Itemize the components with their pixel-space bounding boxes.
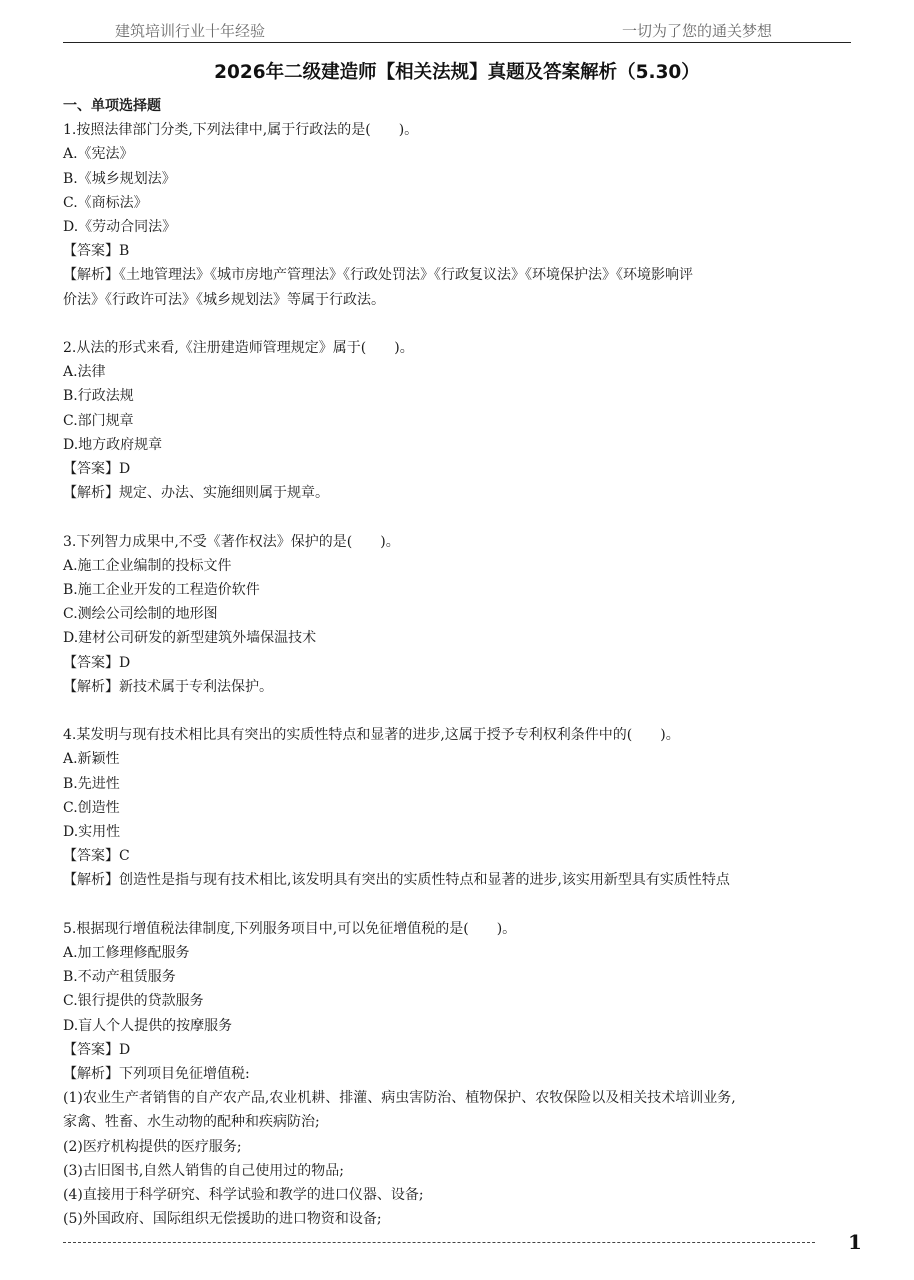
option-a: A.法律 <box>63 364 106 381</box>
option-c: C.《商标法》 <box>63 194 148 211</box>
analysis-line: 【解析】规定、办法、实施细则属于规章。 <box>63 485 329 502</box>
answer-line: 【答案】B <box>63 243 130 260</box>
question-stem: 3.下列智力成果中,不受《著作权法》保护的是( )。 <box>63 533 400 550</box>
option-d: D.实用性 <box>63 824 121 841</box>
answer-line: 【答案】D <box>63 1041 131 1058</box>
question-stem: 5.根据现行增值税法律制度,下列服务项目中,可以免征增值税的是( )。 <box>63 920 517 937</box>
option-b: B.《城乡规划法》 <box>63 170 176 187</box>
spacer <box>63 505 853 529</box>
question-stem: 1.按照法律部门分类,下列法律中,属于行政法的是( )。 <box>63 122 419 139</box>
analysis-line: (5)外国政府、国际组织无偿援助的进口物资和设备; <box>63 1211 382 1228</box>
option-d: D.建材公司研发的新型建筑外墙保温技术 <box>63 630 317 647</box>
option-a: A.《宪法》 <box>63 146 134 163</box>
header-divider <box>63 42 851 43</box>
answer-line: 【答案】C <box>63 848 130 865</box>
analysis-line: 【解析】新技术属于专利法保护。 <box>63 678 273 695</box>
question-stem: 4.某发明与现有技术相比具有突出的实质性特点和显著的进步,这属于授予专利权利条件中的( )。 <box>63 727 680 744</box>
analysis-line: 【解析】创造性是指与现有技术相比,该发明具有突出的实质性特点和显著的进步,该实用新型具有实质性特点 <box>63 872 730 889</box>
analysis-line: 家禽、牲畜、水生动物的配种和疾病防治; <box>63 1114 320 1131</box>
analysis-line: 价法》《行政许可法》《城乡规划法》等属于行政法。 <box>63 291 385 308</box>
analysis-line: (3)古旧图书,自然人销售的自己使用过的物品; <box>63 1162 344 1179</box>
option-a: A.加工修理修配服务 <box>63 945 190 962</box>
spacer <box>63 893 853 917</box>
section-heading: 一、单项选择题 <box>63 98 161 114</box>
analysis-line: (1)农业生产者销售的自产农产品,农业机耕、排灌、病虫害防治、植物保护、农牧保险以及相关技术培训业务, <box>63 1090 736 1107</box>
header-right-slogan: 一切为了您的通关梦想 <box>622 22 773 40</box>
option-d: D.《劳动合同法》 <box>63 219 177 236</box>
answer-line: 【答案】D <box>63 461 131 478</box>
analysis-line: 【解析】《土地管理法》《城市房地产管理法》《行政处罚法》《行政复议法》《环境保护法》《环境影响评 <box>63 267 693 284</box>
analysis-line: (2)医疗机构提供的医疗服务; <box>63 1138 242 1155</box>
option-a: A.施工企业编制的投标文件 <box>63 557 232 574</box>
document-title: 2026年二级建造师【相关法规】真题及答案解析（5.30） <box>214 62 700 83</box>
option-d: D.地方政府规章 <box>63 436 163 453</box>
spacer <box>63 312 853 336</box>
option-b: B.行政法规 <box>63 388 134 405</box>
option-c: C.测绘公司绘制的地形图 <box>63 606 218 623</box>
option-c: C.创造性 <box>63 799 120 816</box>
analysis-line: (4)直接用于科学研究、科学试验和教学的进口仪器、设备; <box>63 1187 424 1204</box>
question-stem: 2.从法的形式来看,《注册建造师管理规定》属于( )。 <box>63 340 414 357</box>
footer-divider <box>63 1242 815 1243</box>
option-a: A.新颖性 <box>63 751 120 768</box>
document-body <box>63 94 853 1231</box>
header-left-slogan: 建筑培训行业十年经验 <box>115 22 266 40</box>
analysis-line: 【解析】下列项目免征增值税: <box>63 1066 250 1083</box>
option-b: B.施工企业开发的工程造价软件 <box>63 582 260 599</box>
option-b: B.不动产租赁服务 <box>63 969 176 986</box>
answer-line: 【答案】D <box>63 654 131 671</box>
option-c: C.银行提供的贷款服务 <box>63 993 204 1010</box>
option-c: C.部门规章 <box>63 412 134 429</box>
option-d: D.盲人个人提供的按摩服务 <box>63 1017 233 1034</box>
option-b: B.先进性 <box>63 775 120 792</box>
spacer <box>63 699 853 723</box>
page-number: 1 <box>848 1230 862 1254</box>
